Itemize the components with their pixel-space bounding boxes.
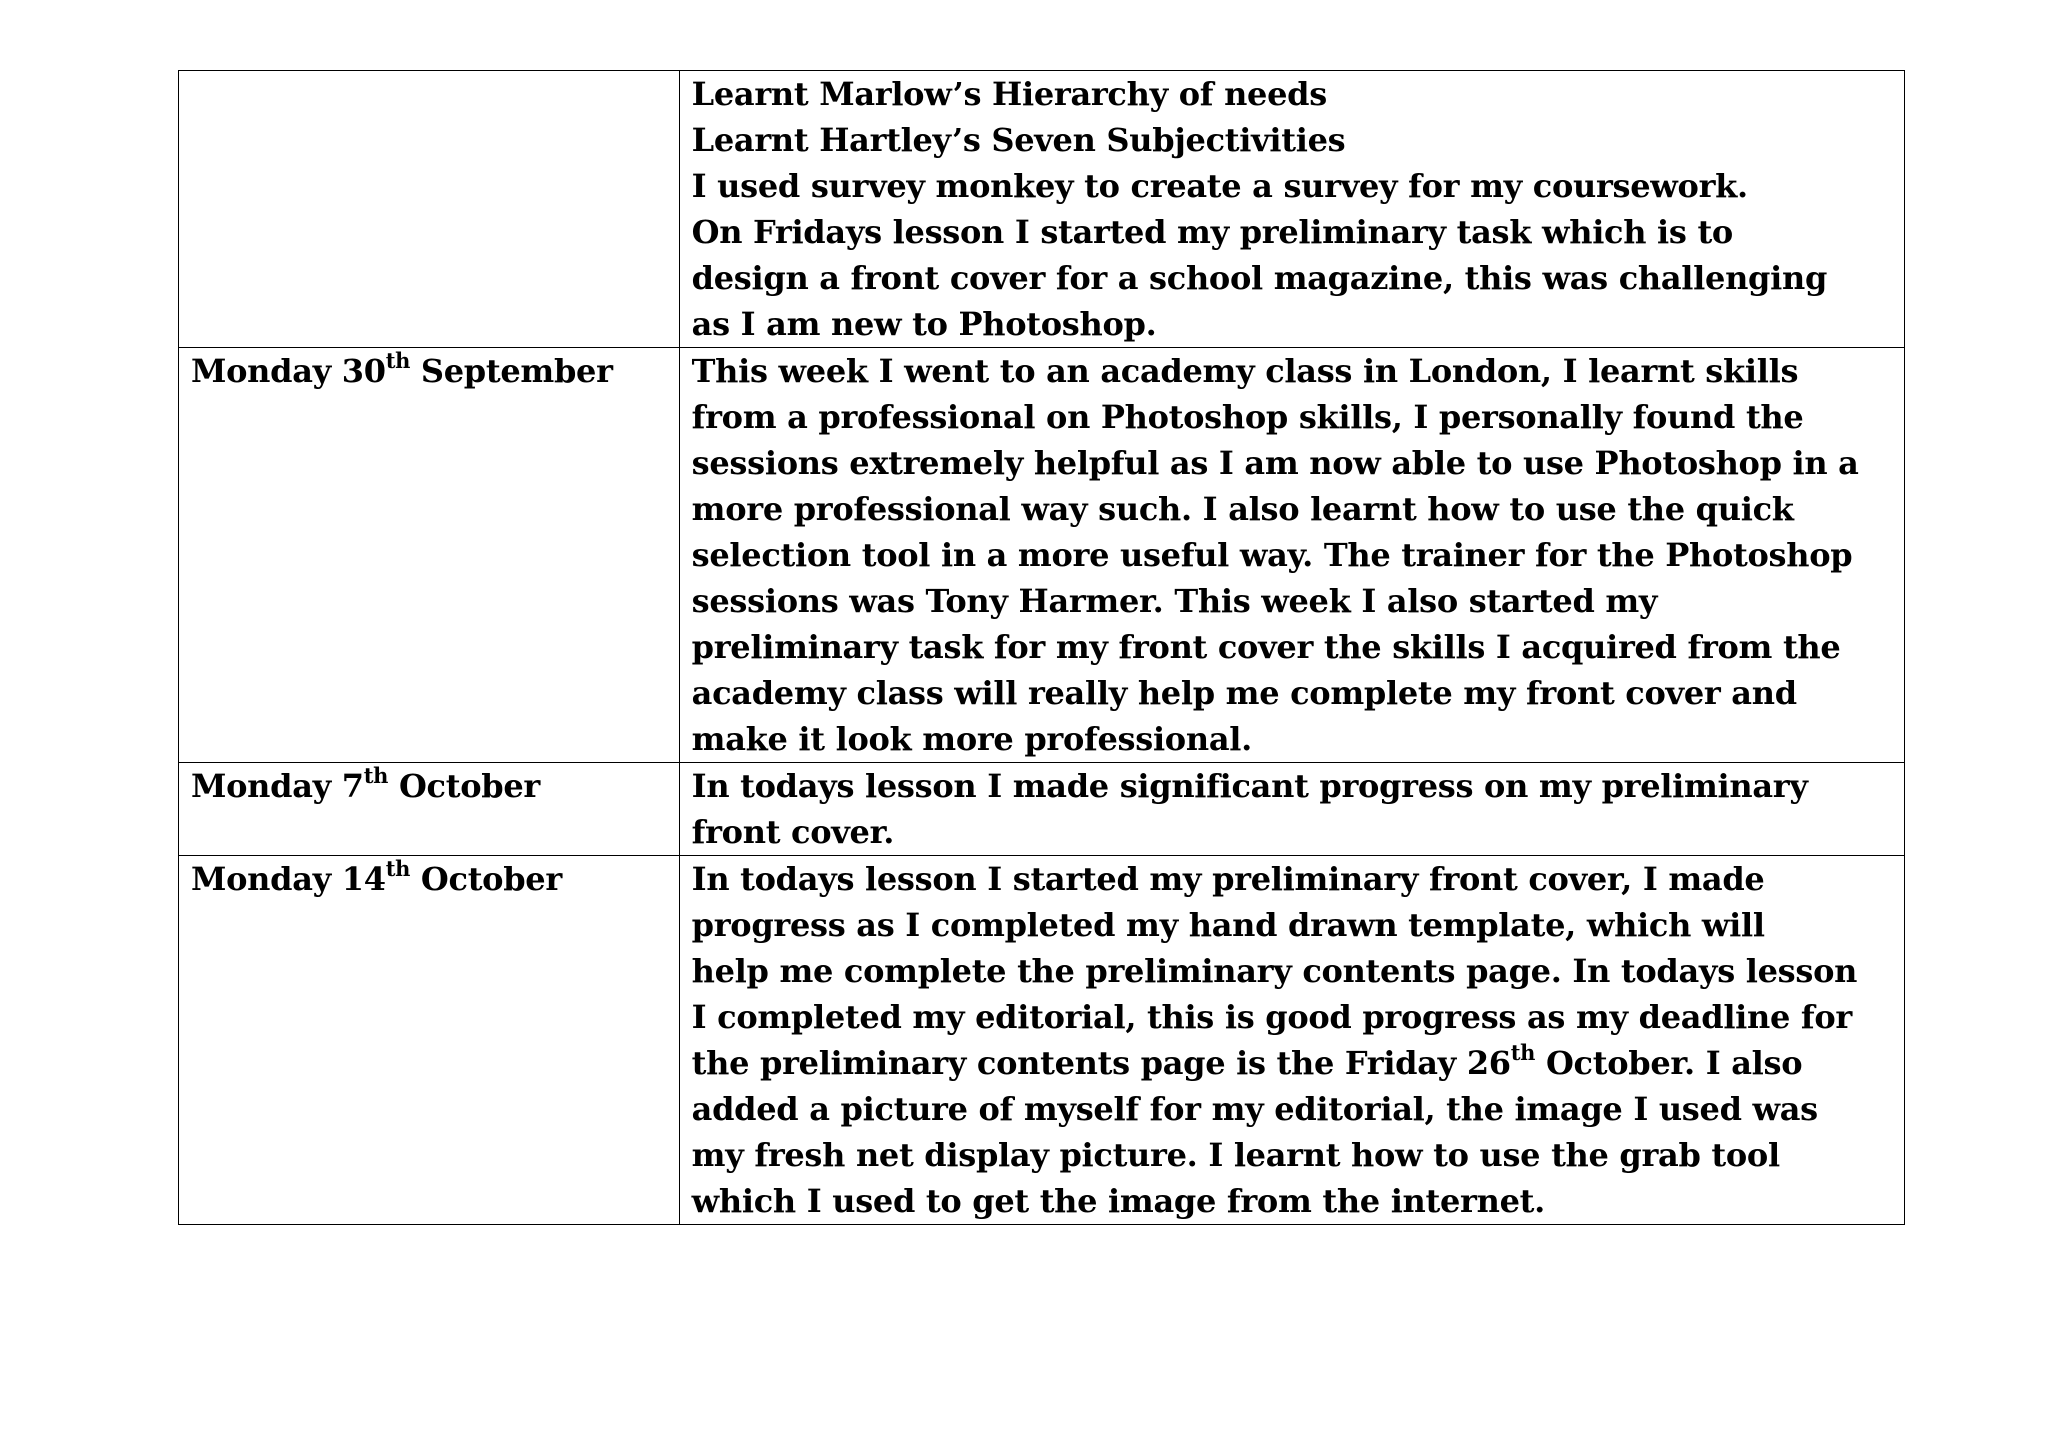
notes-line: help me complete the preliminary contents page. In todays lesson [691, 952, 1858, 990]
date-day: Monday 30 [191, 352, 386, 390]
notes-line: sessions was Tony Harmer. This week I also started my [691, 582, 1658, 620]
date-cell [179, 71, 680, 348]
notes-line: as I am new to Photoshop. [691, 305, 1157, 343]
notes-line: On Fridays lesson I started my preliminary task which is to [691, 213, 1733, 251]
table-row [179, 856, 1905, 1225]
notes-line: preliminary task for my front cover the skills I acquired from the [691, 628, 1841, 666]
date-cell [179, 763, 680, 856]
diary-table-body [179, 71, 1905, 1225]
diary-table [178, 70, 1905, 1225]
notes-line: my fresh net display picture. I learnt how to use the grab tool [691, 1136, 1780, 1174]
notes-line: added a picture of myself for my editorial, the image I used was [691, 1090, 1818, 1128]
notes-line: In todays lesson I started my preliminary front cover, I made [691, 860, 1765, 898]
ordinal-suffix: th [1510, 1040, 1536, 1066]
notes-cell [679, 763, 1904, 856]
notes-line: front cover. [691, 813, 895, 851]
notes-line: which I used to get the image from the internet. [691, 1182, 1545, 1220]
notes-line: design a front cover for a school magazine, this was challenging [691, 259, 1828, 297]
date-day: Monday 14 [191, 860, 386, 898]
notes-line: In todays lesson I made significant progress on my preliminary [691, 767, 1808, 805]
notes-line: from a professional on Photoshop skills, I personally found the [691, 398, 1804, 436]
notes-line: more professional way such. I also learnt how to use the quick [691, 490, 1794, 528]
date-cell [179, 856, 680, 1225]
notes-line-text: October. I also [1535, 1044, 1803, 1082]
notes-line: academy class will really help me complete my front cover and [691, 674, 1797, 712]
date-month: October [410, 860, 562, 898]
notes-line: make it look more professional. [691, 720, 1252, 758]
date-month: October [388, 767, 540, 805]
notes-line [692, 1040, 1892, 1086]
notes-line: selection tool in a more useful way. The trainer for the Photoshop [691, 536, 1853, 574]
table-row [179, 71, 1905, 348]
notes-line: I completed my editorial, this is good progress as my deadline for [691, 998, 1852, 1036]
notes-line: This week I went to an academy class in London, I learnt skills [691, 352, 1799, 390]
table-row [179, 348, 1905, 763]
date-ordinal-suffix: th [363, 763, 389, 789]
date-day: Monday 7 [191, 767, 364, 805]
date-month: September [410, 352, 613, 390]
date-cell [179, 348, 680, 763]
date-ordinal-suffix: th [385, 856, 411, 882]
notes-cell [679, 71, 1904, 348]
notes-line: progress as I completed my hand drawn template, which will [691, 906, 1765, 944]
notes-line-text: the preliminary contents page is the Friday 26 [691, 1044, 1511, 1082]
notes-line: Learnt Hartley’s Seven Subjectivities [691, 121, 1346, 159]
table-row [179, 763, 1905, 856]
notes-line: I used survey monkey to create a survey for my coursework. [691, 167, 1748, 205]
notes-cell [679, 856, 1904, 1225]
notes-line: sessions extremely helpful as I am now able to use Photoshop in a [691, 444, 1859, 482]
date-ordinal-suffix: th [385, 348, 411, 374]
notes-cell [679, 348, 1904, 763]
notes-line: Learnt Marlow’s Hierarchy of needs [691, 75, 1327, 113]
